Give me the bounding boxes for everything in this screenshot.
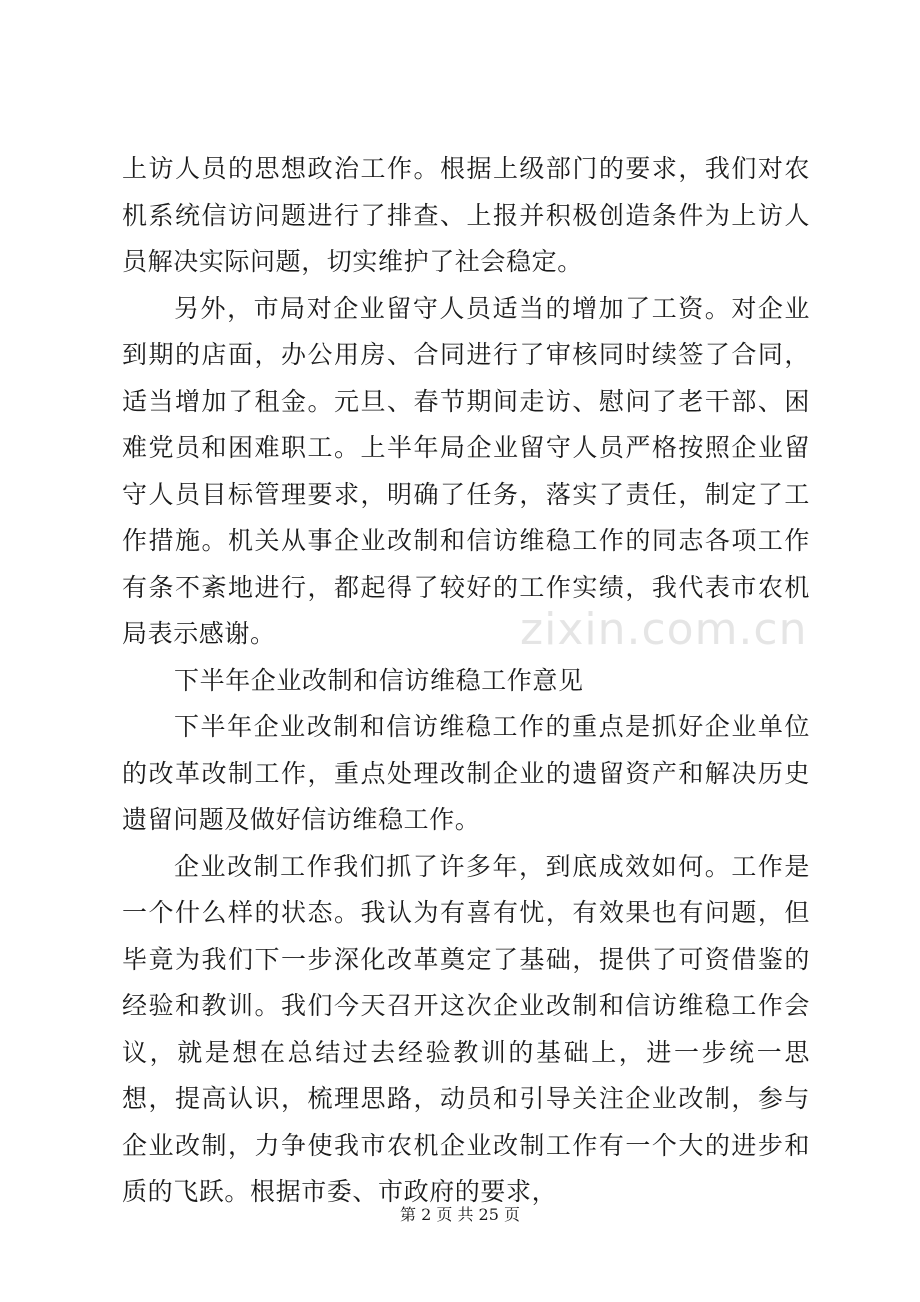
document-body: [122, 146, 810, 1216]
paragraph-1: 上访人员的思想政治工作。根据上级部门的要求，我们对农机系统信访问题进行了排查、上报并积极创造条件为上访人员解决实际问题，切实维护了社会稳定。: [122, 154, 810, 276]
watermark-text: zixin.com.cn: [520, 604, 808, 655]
section-heading: 下半年企业改制和信访维稳工作意见: [174, 665, 584, 695]
paragraph-4: 企业改制工作我们抓了许多年，到底成效如何。工作是一个什么样的状态。我认为有喜有忧，有效果也有问题，但毕竟为我们下一步深化改革奠定了基础，提供了可资借鉴的经验和教训。我们今天召开这次企业改制和信访维稳工作会议，就是想在总结过去经验教训的基础上，进一步统一思想，提高认识，梳理思路，动员和引导关注企业改制，参与企业改制，力争使我市农机企业改制工作有一个大的进步和质的飞跃。根据市委、市政府的要求，: [122, 851, 810, 1206]
page-footer: [0, 1202, 920, 1225]
paragraph-2: 另外，市局对企业留守人员适当的增加了工资。对企业到期的店面，办公用房、合同进行了审核同时续签了合同，适当增加了租金。元旦、春节期间走访、慰问了老干部、困难党员和困难职工。上半年局企业留守人员严格按照企业留守人员目标管理要求，明确了任务，落实了责任，制定了工作措施。机关从事企业改制和信访维稳工作的同志各项工作有条不紊地进行，都起得了较好的工作实绩，我代表市农机局表示感谢。: [122, 293, 810, 648]
paragraph-3: 下半年企业改制和信访维稳工作的重点是抓好企业单位的改革改制工作，重点处理改制企业的遗留资产和解决历史遗留问题及做好信访维稳工作。: [122, 712, 810, 834]
page-number-label: 第 2 页 共 25 页: [400, 1205, 520, 1224]
